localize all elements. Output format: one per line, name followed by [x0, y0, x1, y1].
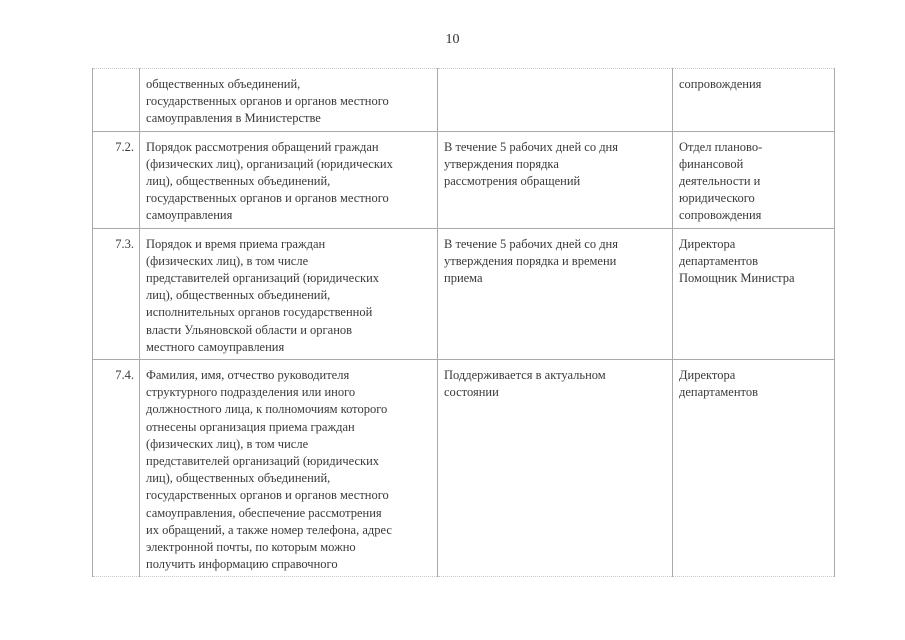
row-number — [93, 69, 140, 132]
item-description: Порядок и время приема граждан (физических лиц), в том числе представителей организаций (юридических лиц), общественных объединений, исполнительных органов государственной власти Ульяновской области и органов местного самоуправления — [140, 228, 438, 359]
item-description: Фамилия, имя, отчество руководителя структурного подразделения или иного должностного лица, к полномочиям которого отнесены организация приема граждан (физических лиц), в том числе представителей организаций (юридических лиц), общественных объединений, государственных органов и органов местного самоуправления, обеспечение рассмотрения их обращений, а также номер телефона, адрес электронной почты, по которым можно получить информацию справочного — [140, 360, 438, 577]
row-number: 7.3. — [93, 228, 140, 359]
responsible-cell: Директора департаментов — [673, 360, 835, 577]
responsible-cell: сопровождения — [673, 69, 835, 132]
term-cell — [438, 69, 673, 132]
item-description: общественных объединений, государственных органов и органов местного самоуправления в Министерстве — [140, 69, 438, 132]
term-cell: В течение 5 рабочих дней со дня утверждения порядка рассмотрения обращений — [438, 131, 673, 228]
term-cell: Поддерживается в актуальном состоянии — [438, 360, 673, 577]
document-table — [92, 68, 835, 577]
page-number: 10 — [445, 32, 460, 47]
row-number: 7.4. — [93, 360, 140, 577]
term-cell: В течение 5 рабочих дней со дня утверждения порядка и времени приема — [438, 228, 673, 359]
responsible-cell: Директора департаментов Помощник Министра — [673, 228, 835, 359]
item-description: Порядок рассмотрения обращений граждан (физических лиц), организаций (юридических лиц), общественных объединений, государственных органов и органов местного самоуправления — [140, 131, 438, 228]
responsible-cell: Отдел планово- финансовой деятельности и юридического сопровождения — [673, 131, 835, 228]
row-number: 7.2. — [93, 131, 140, 228]
table-row — [93, 228, 835, 359]
table-row — [93, 131, 835, 228]
table-row — [93, 360, 835, 577]
table-row — [93, 69, 835, 132]
